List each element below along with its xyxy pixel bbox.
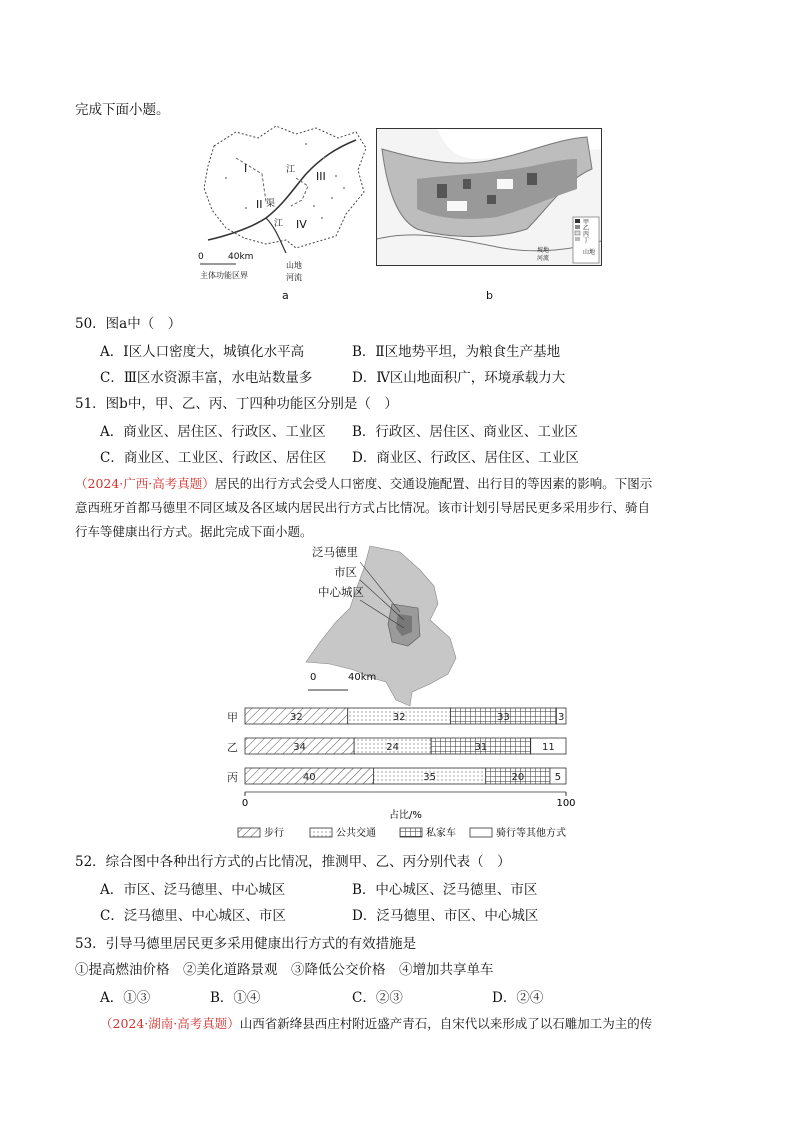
q51-option-d: D．商业区、行政区、居住区、工业区 [352, 450, 579, 466]
legend-mountain: 山地 [286, 261, 302, 270]
passage-line-3: 行车等健康出行方式。据此完成下面小题。 [75, 524, 313, 539]
data-label: 5 [554, 772, 562, 783]
legend-ding: 丁 [583, 237, 590, 244]
legend-swatch [238, 828, 260, 837]
map-label-city: 市区 [334, 565, 357, 579]
legend-yi: 乙 [583, 225, 590, 232]
legend-label: 骑行等其他方式 [496, 828, 566, 839]
legend-river-b: 河流 [537, 255, 550, 262]
data-label: 20 [511, 772, 525, 783]
q52-option-d: D．泛马德里、市区、中心城区 [352, 908, 539, 924]
data-label: 32 [289, 712, 303, 723]
q50-option-d: D．Ⅳ区山地面积广，环境承载力大 [352, 370, 566, 386]
passage-source: （2024·广西·高考真题） [75, 476, 215, 491]
map-label-center: 中心城区 [318, 585, 364, 599]
passage-line-2: 意西班牙首都马德里不同区域及各区域内居民出行方式占比情况。该市计划引导居民更多采用步行、骑自 [75, 500, 651, 515]
legend-label: 步行 [264, 828, 284, 839]
data-label: 31 [474, 742, 488, 753]
travel-mode-chart [220, 706, 600, 841]
q50-option-b: B．Ⅱ区地势平坦，为粮食生产基地 [352, 344, 561, 360]
passage2-text-1: 山西省新绛县西庄村附近盛产青石，自宋代以来形成了以石雕加工为主的传 [239, 1016, 653, 1031]
q50-option-a: A．Ⅰ区人口密度大，城镇化水平高 [100, 344, 305, 360]
map-label-greater-madrid: 泛马德里 [312, 545, 358, 559]
legend-swatch [470, 828, 492, 837]
q51-option-c: C．商业区、工业区、行政区、居住区 [100, 450, 327, 466]
legend-jia: 甲 [583, 219, 590, 226]
chart-svg [220, 706, 600, 841]
q51-stem: 51．图b中，甲、乙、丙、丁四种功能区分别是（ ） [75, 396, 398, 412]
intro-text: 完成下面小题。 [75, 102, 170, 118]
scale-zero: 0 [198, 252, 204, 262]
figure-b [376, 128, 602, 266]
q52-stem: 52．综合图中各种出行方式的占比情况，推测甲、乙、丙分别代表（ ） [75, 854, 511, 870]
legend-swatch [400, 828, 422, 837]
legend-swatch [310, 828, 332, 837]
region-I-label: I [244, 162, 248, 175]
legend-slope: 坡地 [537, 247, 550, 254]
q53-option-a: A．①③ [100, 990, 151, 1006]
passage-line-1 [75, 474, 652, 492]
legend-bing: 丙 [583, 231, 590, 238]
x-axis-title: 占比/% [389, 810, 422, 821]
region-III-label: III [316, 170, 326, 183]
data-label: 32 [392, 712, 406, 723]
passage-text-1: 居民的出行方式会受人口密度、交通设施配置、出行目的等因素的影响。下图示 [214, 476, 653, 491]
q52-option-a: A．市区、泛马德里、中心城区 [100, 882, 286, 898]
passage2-source: （2024·湖南·高考真题） [100, 1016, 240, 1031]
data-label: 34 [293, 742, 306, 753]
legend-boundary: 主体功能区界 [200, 271, 248, 280]
madrid-map [300, 542, 460, 707]
q53-option-b: B．①④ [210, 990, 261, 1006]
q52-option-c: C．泛马德里、中心城区、市区 [100, 908, 286, 924]
data-label: 11 [541, 742, 555, 753]
data-label: 33 [497, 712, 510, 723]
q53-stem: 53．引导马德里居民更多采用健康出行方式的有效措施是 [75, 936, 417, 952]
region-II-label: II [256, 198, 263, 211]
map-scale-zero: 0 [310, 672, 317, 683]
data-label: 3 [557, 712, 565, 723]
figure-a [196, 118, 371, 288]
legend-river: 河流 [286, 273, 302, 282]
river-char-2: 渠 [266, 199, 276, 209]
data-label: 24 [386, 742, 400, 753]
legend-label: 公共交通 [336, 828, 376, 839]
category-label: 甲 [227, 711, 238, 724]
river-char-3: 江 [274, 219, 284, 229]
q50-option-c: C．Ⅲ区水资源丰富，水电站数量多 [100, 370, 313, 386]
legend-label: 私家车 [426, 828, 456, 839]
q50-stem: 50．图a中（ ） [75, 316, 182, 332]
legend-mountain-b: 山地 [583, 249, 596, 256]
map-scale-label: 40km [348, 672, 377, 683]
q52-option-b: B．中心城区、泛马德里、市区 [352, 882, 538, 898]
river-char-1: 江 [286, 165, 296, 175]
region-IV-label: IV [296, 218, 307, 231]
data-label: 35 [423, 772, 436, 783]
x-tick-label: 0 [241, 798, 249, 809]
figure-a-caption: a [282, 289, 289, 302]
q51-option-b: B．行政区、居住区、商业区、工业区 [352, 424, 578, 440]
figure-b-caption: b [486, 289, 493, 302]
passage2-line-1 [100, 1014, 652, 1032]
q51-option-a: A．商业区、居住区、行政区、工业区 [100, 424, 326, 440]
data-label: 40 [302, 772, 316, 783]
q53-option-d: D．②④ [492, 990, 544, 1006]
scale-label: 40km [228, 252, 254, 262]
category-label: 丙 [227, 771, 238, 784]
q53-items: ①提高燃油价格 ②美化道路景观 ③降低公交价格 ④增加共享单车 [75, 962, 494, 978]
q53-option-c: C．②③ [352, 990, 403, 1006]
x-tick-label: 100 [556, 798, 576, 809]
category-label: 乙 [227, 741, 238, 754]
